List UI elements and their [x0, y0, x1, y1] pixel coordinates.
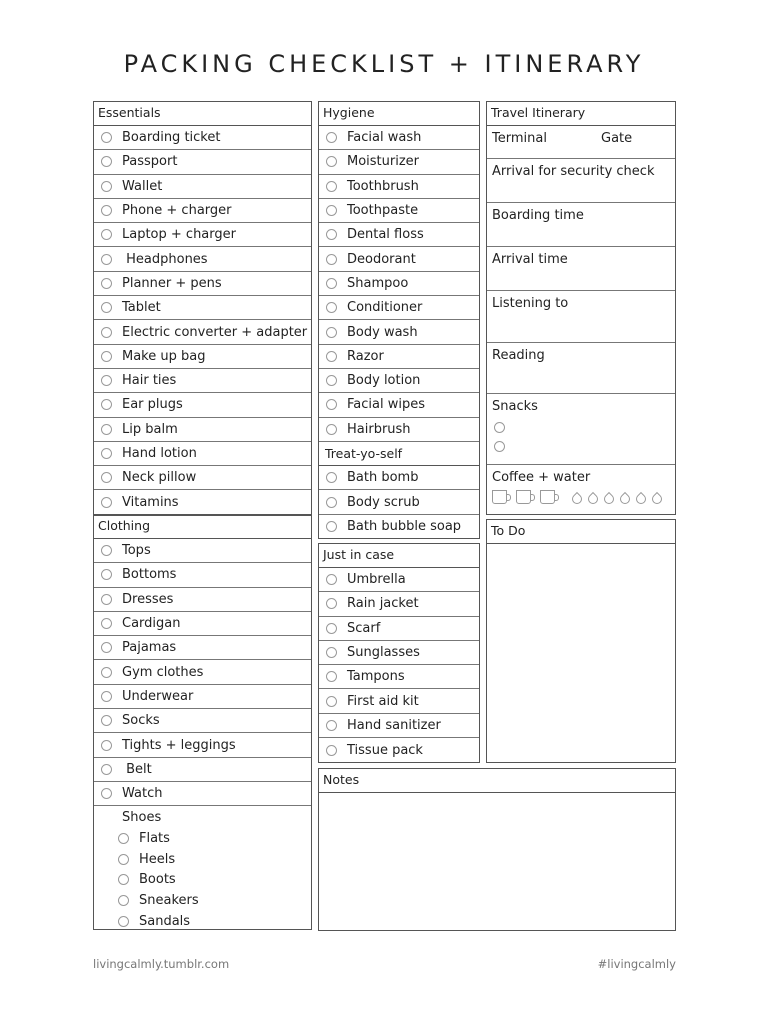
clothing-section	[93, 514, 312, 930]
checkbox-circle-icon[interactable]	[326, 375, 337, 386]
checklist-item[interactable]	[94, 563, 311, 587]
todo-section	[486, 519, 676, 763]
checklist-item[interactable]	[319, 617, 479, 641]
checklist-item-label: Electric converter + adapter	[122, 324, 308, 340]
checklist-item[interactable]	[319, 592, 479, 616]
checklist-item-label: Razor	[347, 348, 384, 364]
checklist-item[interactable]	[94, 296, 311, 320]
checklist-item[interactable]	[94, 369, 311, 393]
arrival-security-field[interactable]	[487, 159, 675, 203]
checkbox-circle-icon[interactable]	[326, 521, 337, 532]
clothing-list	[94, 539, 311, 806]
checklist-item[interactable]	[94, 612, 311, 636]
page-title: PACKING CHECKLIST + ITINERARY	[123, 50, 645, 78]
snack-checkbox[interactable]	[494, 422, 505, 433]
checklist-item-label: Bath bomb	[347, 470, 419, 486]
checkbox-circle-icon[interactable]	[101, 764, 112, 775]
checklist-item-label: Tights + leggings	[122, 737, 236, 753]
checklist-item[interactable]	[319, 665, 479, 689]
checkbox-circle-icon[interactable]	[101, 229, 112, 240]
arrival-time-field[interactable]	[487, 247, 675, 291]
checkbox-circle-icon[interactable]	[326, 598, 337, 609]
checklist-item-label: Hairbrush	[347, 421, 411, 437]
checkbox-circle-icon[interactable]	[101, 254, 112, 265]
essentials-list	[94, 126, 311, 515]
snack-checkbox[interactable]	[494, 441, 505, 452]
shoes-list	[94, 828, 311, 931]
listening-to-label: Listening to	[492, 296, 569, 311]
checklist-item[interactable]	[94, 223, 311, 247]
snacks-field	[487, 394, 675, 465]
checklist-item[interactable]	[319, 126, 479, 150]
checklist-item-label: Laptop + charger	[122, 227, 236, 243]
checklist-item[interactable]	[319, 320, 479, 344]
checkbox-circle-icon[interactable]	[326, 327, 337, 338]
checklist-item-label: Underwear	[122, 688, 194, 704]
checklist-item-label: Toothbrush	[347, 178, 419, 194]
footer-hashtag: #livingcalmly	[597, 957, 676, 971]
itinerary-section	[486, 101, 676, 515]
boarding-time-field[interactable]	[487, 203, 675, 247]
checkbox-circle-icon[interactable]	[101, 181, 112, 192]
checklist-item[interactable]	[319, 466, 479, 490]
checkbox-circle-icon[interactable]	[118, 916, 129, 927]
just-in-case-section	[318, 543, 480, 763]
checkbox-circle-icon[interactable]	[118, 895, 129, 906]
notes-header: Notes	[319, 769, 675, 793]
checklist-item-label: Conditioner	[347, 300, 423, 316]
checkbox-circle-icon[interactable]	[101, 399, 112, 410]
checklist-item[interactable]	[94, 660, 311, 684]
checklist-item[interactable]	[319, 393, 479, 417]
hygiene-header: Hygiene	[319, 102, 479, 126]
checklist-item[interactable]	[319, 369, 479, 393]
checklist-item[interactable]	[319, 296, 479, 320]
checkbox-circle-icon[interactable]	[101, 375, 112, 386]
checkbox-circle-icon[interactable]	[101, 642, 112, 653]
checklist-item-label: Hand lotion	[122, 446, 197, 461]
checkbox-circle-icon[interactable]	[326, 351, 337, 362]
checkbox-circle-icon[interactable]	[326, 156, 337, 167]
coffee-water-field	[487, 465, 675, 515]
checkbox-circle-icon[interactable]	[101, 788, 112, 799]
checkbox-circle-icon[interactable]	[326, 399, 337, 410]
checkbox-circle-icon[interactable]	[101, 156, 112, 167]
checklist-item-label: Facial wash	[347, 130, 422, 146]
checklist-item-label: Lip balm	[122, 421, 178, 437]
coffee-water-label: Coffee + water	[492, 470, 591, 485]
checklist-item[interactable]	[319, 714, 479, 738]
checklist-item-label: Rain jacket	[347, 596, 419, 612]
checklist-item-label: Tissue pack	[347, 742, 423, 758]
gate-label: Gate	[601, 131, 633, 146]
checkbox-circle-icon[interactable]	[326, 696, 337, 707]
todo-area[interactable]	[487, 544, 675, 762]
checkbox-circle-icon[interactable]	[326, 278, 337, 289]
checkbox-circle-icon[interactable]	[101, 667, 112, 678]
checklist-item[interactable]	[94, 733, 311, 757]
checklist-item[interactable]	[319, 515, 479, 539]
clothing-header: Clothing	[94, 515, 311, 539]
checklist-item-label: Wallet	[122, 178, 163, 194]
notes-section	[318, 768, 676, 931]
shoes-label: Shoes	[122, 810, 162, 826]
checklist-item-label: Scarf	[347, 620, 381, 636]
checklist-item[interactable]	[319, 150, 479, 174]
checkbox-circle-icon[interactable]	[101, 545, 112, 556]
checkbox-circle-icon[interactable]	[326, 745, 337, 756]
notes-area[interactable]	[319, 793, 675, 930]
treat-yo-self-label: Treat-yo-self	[319, 442, 479, 466]
checklist-item-label: First aid kit	[347, 693, 419, 709]
checkbox-circle-icon[interactable]	[326, 229, 337, 240]
checkbox-circle-icon[interactable]	[326, 424, 337, 435]
checklist-item-label: Dental floss	[347, 227, 424, 243]
checkbox-circle-icon[interactable]	[101, 132, 112, 143]
checklist-item-label: Boots	[139, 872, 176, 888]
arrival-security-label: Arrival for security check	[492, 164, 655, 179]
checklist-item-label: Headphones	[122, 251, 208, 267]
hygiene-list	[319, 126, 479, 442]
checklist-item[interactable]	[94, 758, 311, 782]
checklist-item[interactable]	[319, 568, 479, 592]
water-drop-icon[interactable]	[586, 492, 600, 506]
checkbox-circle-icon[interactable]	[101, 594, 112, 605]
checkbox-circle-icon[interactable]	[326, 205, 337, 216]
checkbox-circle-icon[interactable]	[101, 618, 112, 629]
checkbox-circle-icon[interactable]	[101, 302, 112, 313]
water-drop-icon[interactable]	[602, 492, 616, 506]
checkbox-circle-icon[interactable]	[326, 497, 337, 508]
checkbox-circle-icon[interactable]	[326, 302, 337, 313]
todo-header: To Do	[487, 520, 675, 544]
checkbox-circle-icon[interactable]	[326, 623, 337, 634]
checklist-item[interactable]	[94, 466, 311, 490]
checklist-item[interactable]	[94, 828, 311, 849]
checklist-item-label: Flats	[139, 831, 170, 847]
just-in-case-list	[319, 568, 479, 762]
checklist-item[interactable]	[94, 345, 311, 369]
checklist-item-label: Belt	[122, 761, 152, 777]
checklist-item-label: Moisturizer	[347, 154, 420, 170]
checklist-item-label: Sandals	[139, 913, 191, 929]
checklist-item-label: Phone + charger	[122, 203, 232, 219]
checklist-item[interactable]	[94, 199, 311, 223]
beverage-tracker	[492, 490, 675, 504]
checklist-item[interactable]	[319, 345, 479, 369]
checklist-item[interactable]	[94, 782, 311, 806]
checklist-item[interactable]	[94, 272, 311, 296]
essentials-section	[93, 101, 312, 516]
checklist-item[interactable]	[319, 738, 479, 762]
checklist-item-label: Umbrella	[347, 572, 406, 588]
checklist-item-label: Neck pillow	[122, 470, 197, 486]
checklist-item[interactable]	[94, 539, 311, 563]
checklist-item-label: Planner + pens	[122, 275, 222, 291]
checklist-item[interactable]	[94, 685, 311, 709]
snacks-label: Snacks	[492, 399, 538, 414]
checklist-item-label: Passport	[122, 154, 178, 170]
checkbox-circle-icon[interactable]	[326, 132, 337, 143]
checkbox-circle-icon[interactable]	[326, 574, 337, 585]
checklist-item[interactable]	[319, 418, 479, 442]
checklist-item-label: Gym clothes	[122, 664, 204, 680]
reading-field[interactable]	[487, 343, 675, 394]
checkbox-circle-icon[interactable]	[118, 833, 129, 844]
checkbox-circle-icon[interactable]	[118, 874, 129, 885]
treat-yo-self-list	[319, 466, 479, 539]
checklist-item[interactable]	[94, 175, 311, 199]
checklist-item-label: Body lotion	[347, 373, 421, 389]
checklist-item-label: Body scrub	[347, 494, 420, 510]
boarding-time-label: Boarding time	[492, 208, 584, 223]
checkbox-circle-icon[interactable]	[101, 472, 112, 483]
checklist-item[interactable]	[94, 320, 311, 344]
checkbox-circle-icon[interactable]	[118, 854, 129, 865]
checklist-item-label: Ear plugs	[122, 397, 183, 413]
checklist-item-label: Vitamins	[122, 495, 179, 511]
coffee-cup-icon[interactable]	[540, 490, 555, 504]
checkbox-circle-icon[interactable]	[326, 254, 337, 265]
checklist-item-label: Dresses	[122, 591, 174, 607]
terminal-gate-row[interactable]	[487, 126, 675, 159]
checklist-item-label: Toothpaste	[347, 203, 419, 219]
hygiene-section	[318, 101, 480, 539]
checkbox-circle-icon[interactable]	[101, 691, 112, 702]
water-drop-icon[interactable]	[618, 492, 632, 506]
checkbox-circle-icon[interactable]	[101, 205, 112, 216]
checklist-item-label: Facial wipes	[347, 397, 425, 413]
checklist-item[interactable]	[94, 126, 311, 150]
checklist-item-label: Sunglasses	[347, 645, 420, 661]
checklist-item-label: Make up bag	[122, 348, 206, 364]
itinerary-header: Travel Itinerary	[487, 102, 675, 126]
checklist-item[interactable]	[319, 689, 479, 713]
checkbox-circle-icon[interactable]	[326, 720, 337, 731]
reading-label: Reading	[492, 348, 545, 363]
essentials-header: Essentials	[94, 102, 311, 126]
checklist-item[interactable]	[94, 870, 311, 891]
checkbox-circle-icon[interactable]	[101, 278, 112, 289]
checklist-item[interactable]	[94, 911, 311, 932]
coffee-cup-icon[interactable]	[516, 490, 531, 504]
checklist-item[interactable]	[319, 490, 479, 514]
terminal-label: Terminal	[492, 131, 547, 146]
checklist-item[interactable]	[319, 272, 479, 296]
water-drop-icon[interactable]	[650, 492, 664, 506]
checkbox-circle-icon[interactable]	[101, 715, 112, 726]
checklist-item[interactable]	[94, 150, 311, 174]
checklist-item-label: Tampons	[347, 669, 405, 685]
checklist-item-label: Boarding ticket	[122, 130, 221, 146]
checkbox-circle-icon[interactable]	[101, 327, 112, 338]
checklist-item[interactable]	[94, 490, 311, 514]
checklist-item[interactable]	[94, 588, 311, 612]
checklist-item[interactable]	[94, 418, 311, 442]
checklist-item[interactable]	[319, 247, 479, 271]
checklist-item-label: Shampoo	[347, 275, 409, 291]
water-drop-icon[interactable]	[570, 492, 584, 506]
water-drop-icon[interactable]	[634, 492, 648, 506]
coffee-cup-icon[interactable]	[492, 490, 507, 504]
checklist-item-label: Watch	[122, 786, 163, 802]
checklist-item-label: Tops	[122, 543, 151, 559]
checkbox-circle-icon[interactable]	[101, 569, 112, 580]
checklist-item-label: Hand sanitizer	[347, 717, 441, 733]
checkbox-circle-icon[interactable]	[101, 424, 112, 435]
checklist-item-label: Socks	[122, 713, 160, 729]
checklist-item[interactable]	[319, 175, 479, 199]
checklist-item[interactable]	[94, 890, 311, 911]
listening-to-field[interactable]	[487, 291, 675, 343]
checkbox-circle-icon[interactable]	[326, 647, 337, 658]
checkbox-circle-icon[interactable]	[326, 181, 337, 192]
checklist-item[interactable]	[94, 247, 311, 271]
footer-website: livingcalmly.tumblr.com	[93, 957, 230, 971]
checkbox-circle-icon[interactable]	[101, 448, 112, 459]
checklist-item-label: Cardigan	[122, 616, 181, 632]
checklist-item[interactable]	[319, 199, 479, 223]
checklist-item[interactable]	[319, 223, 479, 247]
checklist-item[interactable]	[94, 393, 311, 417]
checkbox-circle-icon[interactable]	[101, 497, 112, 508]
checklist-item[interactable]	[319, 641, 479, 665]
checklist-item-label: Bath bubble soap	[347, 519, 462, 535]
checklist-item-label: Sneakers	[139, 893, 199, 909]
checklist-item[interactable]	[94, 849, 311, 870]
checklist-item-label: Bottoms	[122, 567, 177, 583]
checklist-item-label: Pajamas	[122, 640, 177, 656]
checkbox-circle-icon[interactable]	[326, 671, 337, 682]
checklist-item-label: Heels	[139, 851, 176, 867]
checkbox-circle-icon[interactable]	[101, 351, 112, 362]
checklist-item-label: Tablet	[122, 300, 161, 316]
just-in-case-header: Just in case	[319, 544, 479, 568]
checklist-item-label: Body wash	[347, 324, 418, 340]
arrival-time-label: Arrival time	[492, 252, 568, 267]
checklist-item[interactable]	[94, 442, 311, 466]
checklist-item[interactable]	[94, 709, 311, 733]
checkbox-circle-icon[interactable]	[326, 472, 337, 483]
checkbox-circle-icon[interactable]	[101, 740, 112, 751]
checklist-item[interactable]	[94, 636, 311, 660]
checklist-item-label: Deodorant	[347, 251, 416, 267]
checklist-item-label: Hair ties	[122, 373, 177, 389]
